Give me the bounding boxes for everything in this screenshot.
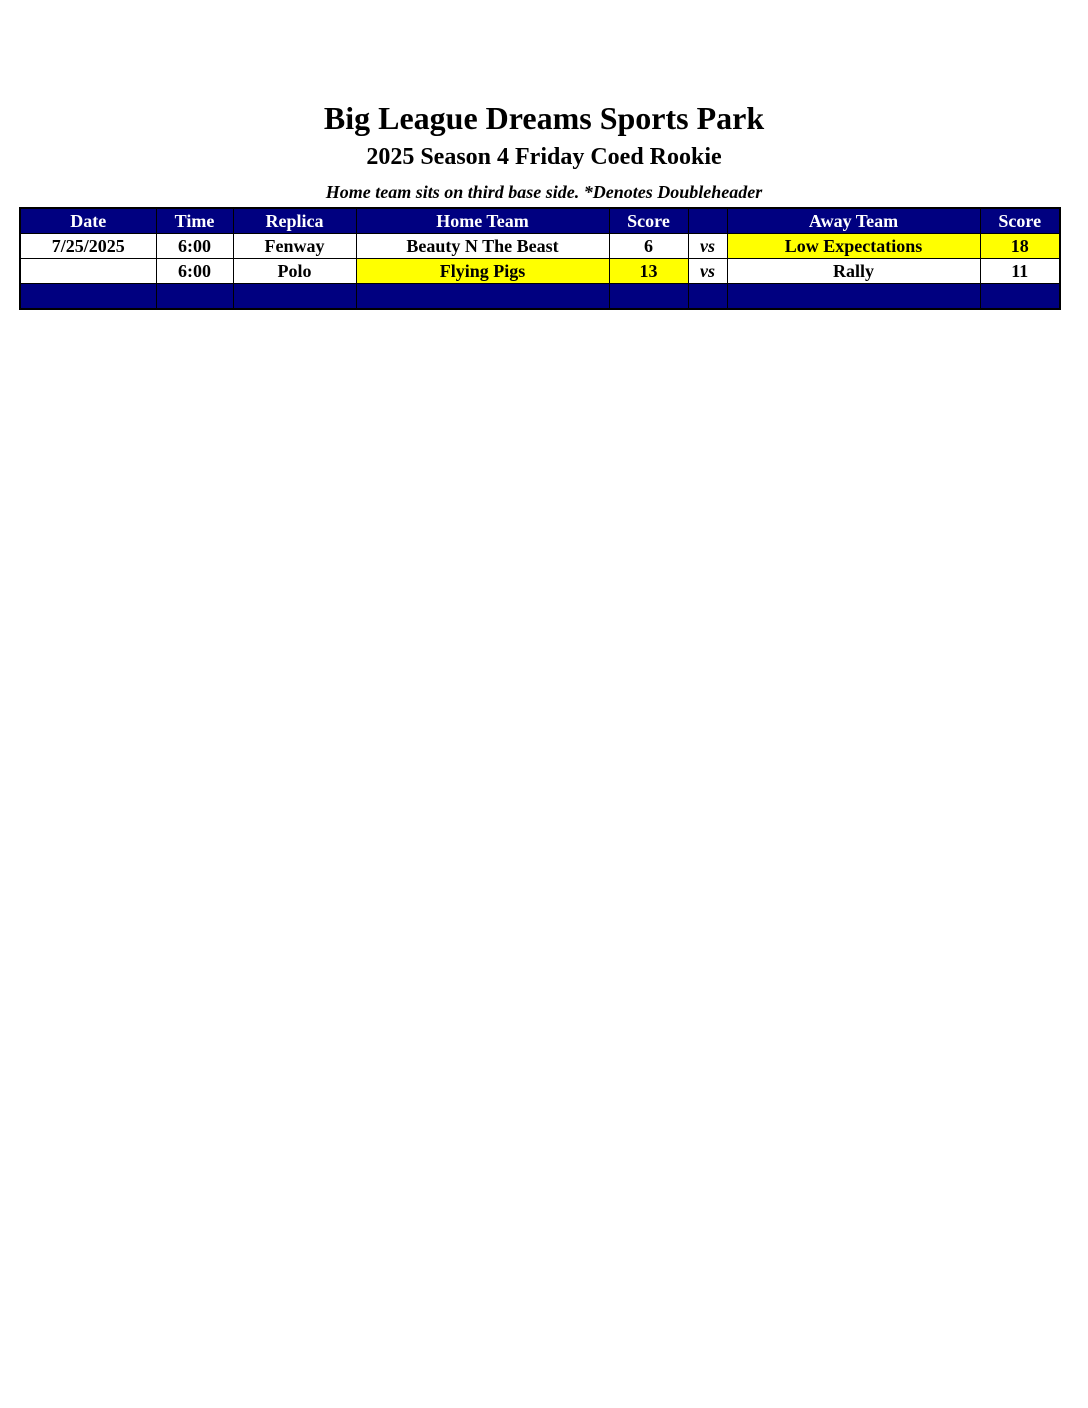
schedule-table [19, 207, 1061, 310]
away-team-cell-winner: Low Expectations [727, 234, 980, 259]
home-score-cell-winner: 13 [609, 259, 688, 284]
filler-cell [688, 284, 727, 310]
column-header-away-team: Away Team [727, 208, 980, 234]
page-subtitle: 2025 Season 4 Friday Coed Rookie [366, 144, 722, 170]
table-row [20, 234, 1060, 259]
page-note: Home team sits on third base side. *Denotes Doubleheader [325, 182, 763, 202]
time-cell: 6:00 [156, 234, 233, 259]
filler-cell [20, 284, 156, 310]
away-team-cell: Rally [727, 259, 980, 284]
date-cell: 7/25/2025 [20, 234, 156, 259]
column-header-time: Time [156, 208, 233, 234]
column-header-date: Date [20, 208, 156, 234]
column-header-vs [688, 208, 727, 234]
column-header-home-team: Home Team [356, 208, 609, 234]
away-score-cell-winner: 18 [980, 234, 1060, 259]
vs-cell: vs [688, 259, 727, 284]
vs-cell: vs [688, 234, 727, 259]
filler-cell [980, 284, 1060, 310]
filler-cell [609, 284, 688, 310]
filler-cell [356, 284, 609, 310]
column-header-replica: Replica [233, 208, 356, 234]
home-team-cell-winner: Flying Pigs [356, 259, 609, 284]
date-cell [20, 259, 156, 284]
home-team-cell: Beauty N The Beast [356, 234, 609, 259]
column-header-home-score: Score [609, 208, 688, 234]
home-score-cell: 6 [609, 234, 688, 259]
replica-cell: Polo [233, 259, 356, 284]
table-row [20, 259, 1060, 284]
filler-cell [233, 284, 356, 310]
replica-cell: Fenway [233, 234, 356, 259]
filler-cell [156, 284, 233, 310]
page-title: Big League Dreams Sports Park [323, 100, 765, 136]
table-header-row [20, 208, 1060, 234]
time-cell: 6:00 [156, 259, 233, 284]
table-filler-row [20, 284, 1060, 310]
filler-cell [727, 284, 980, 310]
column-header-away-score: Score [980, 208, 1060, 234]
away-score-cell: 11 [980, 259, 1060, 284]
